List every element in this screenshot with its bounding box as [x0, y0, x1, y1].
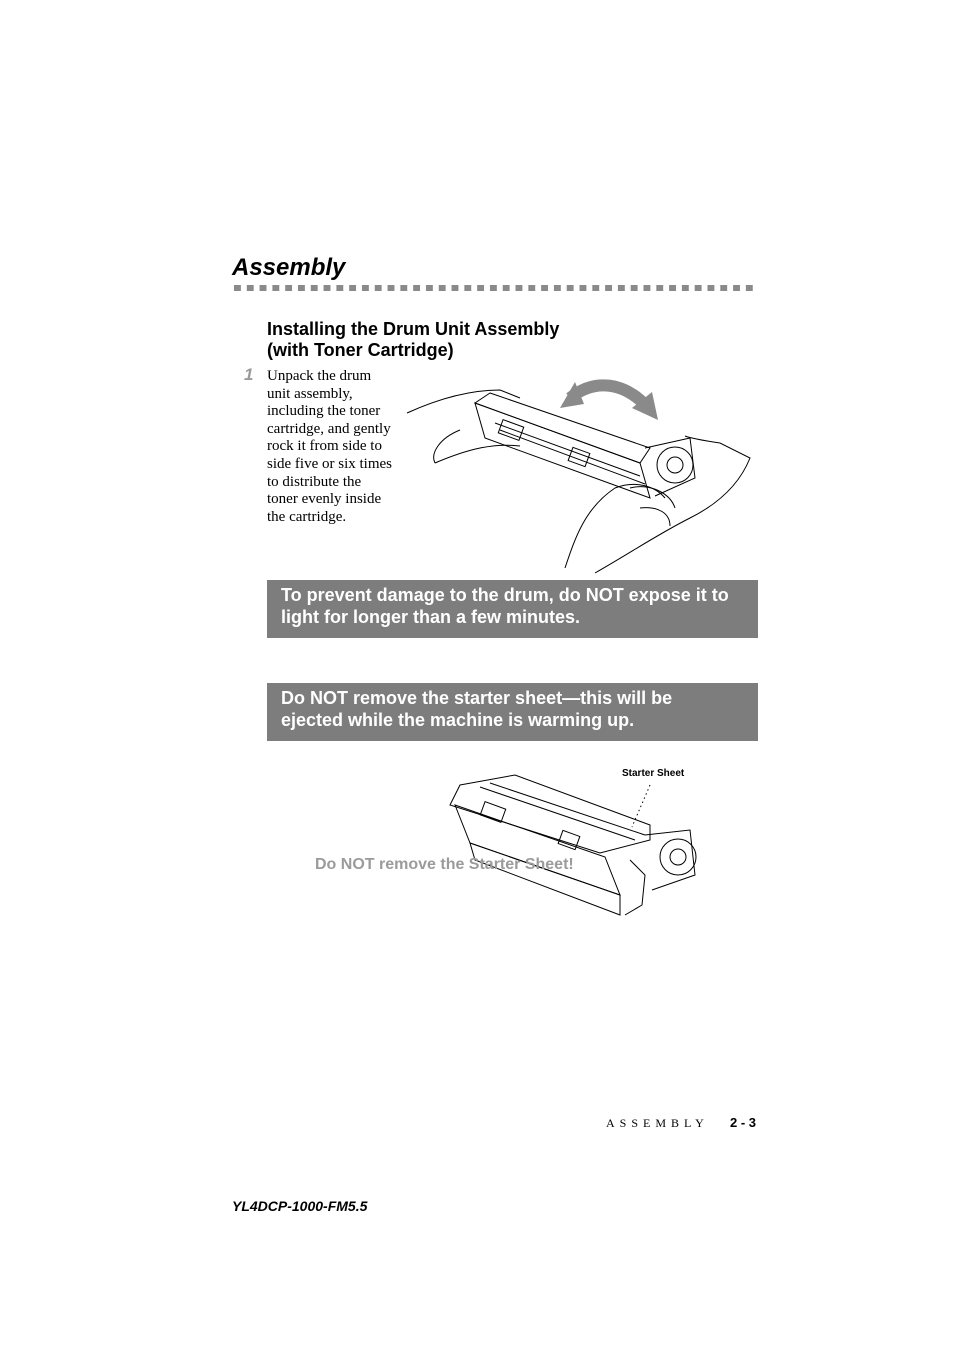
step-instruction: Unpack the drum unit assembly, including the toner cartridge, and gently rock it from side to side five or six times to distribute the toner evenly inside the cartridge. — [267, 368, 392, 525]
cartridge-body — [475, 403, 650, 498]
subsection-title-line-1: Installing the Drum Unit Assembly — [267, 319, 560, 339]
warning-box-light-exposure — [267, 580, 758, 638]
warning-line-2: ejected while the machine is warming up. — [281, 710, 635, 730]
rocking-drum-illustration — [400, 368, 760, 578]
right-hand-outline — [565, 436, 750, 573]
footer-page-number: 2 - 3 — [730, 1115, 757, 1130]
section-title: Assembly — [232, 254, 346, 281]
warning-line-1: To prevent damage to the drum, do NOT expose it to — [281, 585, 729, 605]
starter-sheet-label: Starter Sheet — [622, 768, 685, 779]
left-hand-outline — [407, 390, 520, 463]
warning-box-starter-sheet — [267, 683, 758, 741]
footer-chapter-title: ASSEMBLY — [606, 1116, 709, 1130]
starter-sheet-illustration — [420, 765, 720, 925]
drum-gear — [660, 839, 696, 875]
drum-gear — [657, 447, 693, 483]
warning-line-2: light for longer than a few minutes. — [281, 607, 581, 627]
dotted-divider — [234, 285, 756, 291]
warning-line-1: Do NOT remove the starter sheet—this will be — [281, 688, 673, 708]
subsection-title-line-2: (with Toner Cartridge) — [267, 340, 454, 360]
step-number: 1 — [244, 365, 254, 384]
footer-document-code: YL4DCP-1000-FM5.5 — [232, 1198, 368, 1214]
drum-end — [645, 438, 695, 496]
drum-end-cap — [645, 830, 695, 890]
starter-sheet-caption: Do NOT remove the Starter Sheet! — [315, 856, 574, 873]
cartridge-top — [475, 393, 650, 463]
starter-sheet-pointer — [632, 785, 650, 827]
subsection-title — [267, 319, 559, 361]
